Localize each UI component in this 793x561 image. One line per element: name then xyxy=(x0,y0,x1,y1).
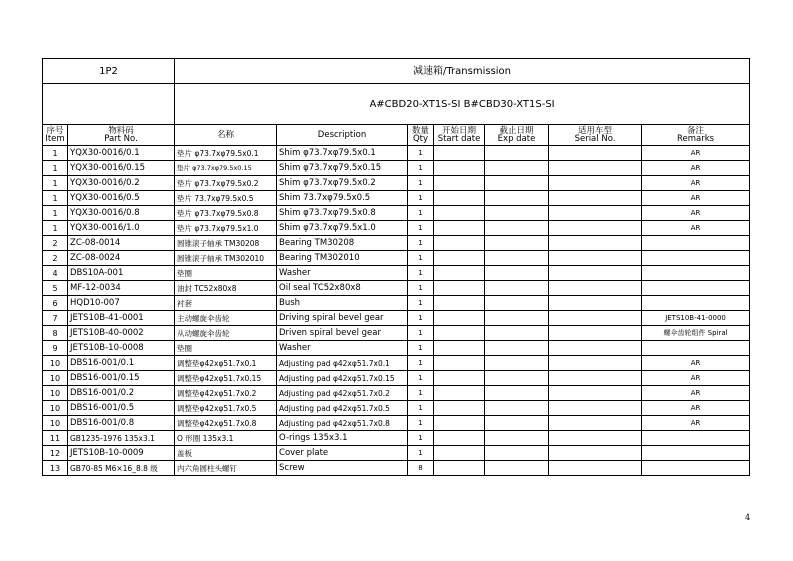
remarks-cell: 螺伞齿轮组件 Spiral xyxy=(642,326,750,341)
item-cell: 1 xyxy=(43,221,68,236)
qty-cell: 1 xyxy=(408,311,434,326)
part-no-cell: YQX30-0016/0.15 xyxy=(68,161,175,176)
description-cell: Shim φ73.7xφ79.5x0.2 xyxy=(277,176,408,191)
qty-cell: 1 xyxy=(408,356,434,371)
models-blank-cell xyxy=(43,84,175,125)
name-cell: 从动螺旋伞齿轮 xyxy=(175,326,277,341)
column-header-en: Item xyxy=(45,134,65,144)
qty-cell: 1 xyxy=(408,341,434,356)
item-cell: 2 xyxy=(43,236,68,251)
table-row xyxy=(43,386,750,401)
serial-no-cell xyxy=(549,311,642,326)
part-no-cell: DBS16-001/0.5 xyxy=(68,401,175,416)
table-row xyxy=(43,356,750,371)
remarks-cell: AR xyxy=(642,386,750,401)
item-cell: 1 xyxy=(43,206,68,221)
column-header-cn: 备注 xyxy=(687,126,705,136)
remarks-cell xyxy=(642,266,750,281)
description-cell: Driving spiral bevel gear xyxy=(277,311,408,326)
start-date-cell xyxy=(434,356,485,371)
part-no-cell: DBS16-001/0.8 xyxy=(68,416,175,431)
exp-date-cell xyxy=(485,206,549,221)
qty-cell: 1 xyxy=(408,236,434,251)
name-cell: 主动螺旋伞齿轮 xyxy=(175,311,277,326)
name-cell: 调整垫φ42xφ51.7x0.5 xyxy=(175,401,277,416)
part-no-cell: YQX30-0016/0.1 xyxy=(68,146,175,161)
description-cell: Driven spiral bevel gear xyxy=(277,326,408,341)
start-date-cell xyxy=(434,446,485,461)
description-cell: O-rings 135x3.1 xyxy=(277,431,408,446)
column-header-cn: 适用车型 xyxy=(578,126,613,136)
exp-date-cell xyxy=(485,416,549,431)
table-row xyxy=(43,401,750,416)
part-no-cell: DBS16-001/0.1 xyxy=(68,356,175,371)
item-cell: 10 xyxy=(43,401,68,416)
item-cell: 6 xyxy=(43,296,68,311)
table-row xyxy=(43,296,750,311)
qty-cell: 1 xyxy=(408,326,434,341)
exp-date-cell xyxy=(485,266,549,281)
column-header-description xyxy=(277,125,408,146)
serial-no-cell xyxy=(549,356,642,371)
qty-cell: 1 xyxy=(408,206,434,221)
item-cell: 1 xyxy=(43,176,68,191)
remarks-cell xyxy=(642,446,750,461)
name-cell: 调整垫φ42xφ51.7x0.15 xyxy=(175,371,277,386)
column-header-cn: 开始日期 xyxy=(442,126,477,136)
exp-date-cell xyxy=(485,386,549,401)
remarks-cell: AR xyxy=(642,191,750,206)
description-cell: Adjusting pad φ42xφ51.7x0.2 xyxy=(277,386,408,401)
remarks-cell: AR xyxy=(642,206,750,221)
start-date-cell xyxy=(434,221,485,236)
name-cell: 垫片 φ73.7xφ79.5x0.2 xyxy=(175,176,277,191)
table-row xyxy=(43,206,750,221)
start-date-cell xyxy=(434,416,485,431)
exp-date-cell xyxy=(485,191,549,206)
start-date-cell xyxy=(434,341,485,356)
serial-no-cell xyxy=(549,416,642,431)
serial-no-cell xyxy=(549,371,642,386)
column-header-exp-date xyxy=(485,125,549,146)
part-no-cell: GB70-85 M6×16_8.8 级 xyxy=(68,461,175,476)
parts-list-table xyxy=(42,58,750,476)
item-cell: 9 xyxy=(43,341,68,356)
part-no-cell: YQX30-0016/1.0 xyxy=(68,221,175,236)
part-no-cell: JETS10B-41-0001 xyxy=(68,311,175,326)
exp-date-cell xyxy=(485,146,549,161)
column-header-name xyxy=(175,125,277,146)
item-cell: 10 xyxy=(43,416,68,431)
column-header-en: Exp date xyxy=(497,134,536,144)
page-number: 4 xyxy=(745,513,751,522)
description-cell: Oil seal TC52x80x8 xyxy=(277,281,408,296)
part-no-cell: JETS10B-10-0009 xyxy=(68,446,175,461)
part-no-cell: DBS16-001/0.2 xyxy=(68,386,175,401)
item-cell: 2 xyxy=(43,251,68,266)
applicable-models: A#CBD20-XT1S-SI B#CBD30-XT1S-SI xyxy=(175,84,750,125)
table-row xyxy=(43,311,750,326)
serial-no-cell xyxy=(549,176,642,191)
column-header-qty xyxy=(408,125,434,146)
name-cell: 圆锥滚子轴承 TM30208 xyxy=(175,236,277,251)
name-cell: 垫片 φ73.7xφ79.5x0.15 xyxy=(175,161,277,176)
qty-cell: 1 xyxy=(408,386,434,401)
exp-date-cell xyxy=(485,281,549,296)
description-cell: Washer xyxy=(277,266,408,281)
name-cell: 圆锥滚子轴承 TM302010 xyxy=(175,251,277,266)
remarks-cell: AR xyxy=(642,416,750,431)
remarks-cell xyxy=(642,236,750,251)
exp-date-cell xyxy=(485,176,549,191)
item-cell: 1 xyxy=(43,161,68,176)
item-cell: 7 xyxy=(43,311,68,326)
exp-date-cell xyxy=(485,251,549,266)
remarks-cell xyxy=(642,296,750,311)
serial-no-cell xyxy=(549,251,642,266)
start-date-cell xyxy=(434,266,485,281)
qty-cell: 1 xyxy=(408,431,434,446)
column-header-start-date xyxy=(434,125,485,146)
exp-date-cell xyxy=(485,461,549,476)
exp-date-cell xyxy=(485,356,549,371)
start-date-cell xyxy=(434,431,485,446)
exp-date-cell xyxy=(485,371,549,386)
section-title: 减速箱/Transmission xyxy=(175,59,750,84)
table-row xyxy=(43,431,750,446)
name-cell: 内六角圆柱头螺钉 xyxy=(175,461,277,476)
start-date-cell xyxy=(434,386,485,401)
column-header-item xyxy=(43,125,68,146)
part-no-cell: GB1235-1976 135x3.1 xyxy=(68,431,175,446)
name-cell: 垫圈 xyxy=(175,341,277,356)
qty-cell: 1 xyxy=(408,251,434,266)
part-no-cell: HQD10-007 xyxy=(68,296,175,311)
name-cell: 调整垫φ42xφ51.7x0.8 xyxy=(175,416,277,431)
description-cell: Bush xyxy=(277,296,408,311)
table-row xyxy=(43,191,750,206)
column-header-en: Start date xyxy=(437,134,481,144)
column-header-cn: 截止日期 xyxy=(499,126,534,136)
part-no-cell: MF-12-0034 xyxy=(68,281,175,296)
table-row xyxy=(43,341,750,356)
remarks-cell xyxy=(642,281,750,296)
serial-no-cell xyxy=(549,296,642,311)
column-header-en: Part No. xyxy=(104,134,138,144)
exp-date-cell xyxy=(485,296,549,311)
start-date-cell xyxy=(434,146,485,161)
serial-no-cell xyxy=(549,326,642,341)
name-cell: O 形圈 135x3.1 xyxy=(175,431,277,446)
table-row xyxy=(43,266,750,281)
qty-cell: 1 xyxy=(408,191,434,206)
start-date-cell xyxy=(434,191,485,206)
serial-no-cell xyxy=(549,191,642,206)
name-cell: 垫片 73.7xφ79.5x0.5 xyxy=(175,191,277,206)
part-no-cell: JETS10B-40-0002 xyxy=(68,326,175,341)
qty-cell: 1 xyxy=(408,446,434,461)
start-date-cell xyxy=(434,371,485,386)
exp-date-cell xyxy=(485,236,549,251)
column-header-cn: 名称 xyxy=(217,130,235,140)
item-cell: 11 xyxy=(43,431,68,446)
start-date-cell xyxy=(434,236,485,251)
item-cell: 13 xyxy=(43,461,68,476)
remarks-cell xyxy=(642,461,750,476)
item-cell: 10 xyxy=(43,356,68,371)
column-header-en: Serial No. xyxy=(574,134,616,144)
table-row xyxy=(43,161,750,176)
description-cell: Shim φ73.7xφ79.5x0.15 xyxy=(277,161,408,176)
start-date-cell xyxy=(434,311,485,326)
remarks-cell: AR xyxy=(642,371,750,386)
part-no-cell: DBS16-001/0.15 xyxy=(68,371,175,386)
description-cell: Adjusting pad φ42xφ51.7x0.5 xyxy=(277,401,408,416)
description-cell: Adjusting pad φ42xφ51.7x0.8 xyxy=(277,416,408,431)
column-header-serial-no xyxy=(549,125,642,146)
qty-cell: 8 xyxy=(408,461,434,476)
start-date-cell xyxy=(434,461,485,476)
table-row xyxy=(43,461,750,476)
table-row xyxy=(43,146,750,161)
header-row xyxy=(43,59,750,84)
part-no-cell: ZC-08-0014 xyxy=(68,236,175,251)
exp-date-cell xyxy=(485,311,549,326)
description-cell: Bearing TM30208 xyxy=(277,236,408,251)
remarks-cell: AR xyxy=(642,221,750,236)
table-row xyxy=(43,176,750,191)
item-cell: 10 xyxy=(43,386,68,401)
serial-no-cell xyxy=(549,281,642,296)
remarks-cell: AR xyxy=(642,161,750,176)
qty-cell: 1 xyxy=(408,371,434,386)
section-code: 1P2 xyxy=(43,59,175,84)
remarks-cell: AR xyxy=(642,401,750,416)
qty-cell: 1 xyxy=(408,281,434,296)
qty-cell: 1 xyxy=(408,401,434,416)
serial-no-cell xyxy=(549,341,642,356)
description-cell: Screw xyxy=(277,461,408,476)
description-cell: Adjusting pad φ42xφ51.7x0.1 xyxy=(277,356,408,371)
start-date-cell xyxy=(434,206,485,221)
name-cell: 垫片 φ73.7xφ79.5x0.1 xyxy=(175,146,277,161)
start-date-cell xyxy=(434,401,485,416)
qty-cell: 1 xyxy=(408,146,434,161)
name-cell: 垫片 φ73.7xφ79.5x1.0 xyxy=(175,221,277,236)
item-cell: 8 xyxy=(43,326,68,341)
part-no-cell: JETS10B-10-0008 xyxy=(68,341,175,356)
item-cell: 5 xyxy=(43,281,68,296)
exp-date-cell xyxy=(485,401,549,416)
description-cell: Bearing TM302010 xyxy=(277,251,408,266)
exp-date-cell xyxy=(485,446,549,461)
name-cell: 调整垫φ42xφ51.7x0.1 xyxy=(175,356,277,371)
item-cell: 1 xyxy=(43,146,68,161)
part-no-cell: YQX30-0016/0.5 xyxy=(68,191,175,206)
part-no-cell: ZC-08-0024 xyxy=(68,251,175,266)
serial-no-cell xyxy=(549,236,642,251)
qty-cell: 1 xyxy=(408,161,434,176)
table-row xyxy=(43,446,750,461)
item-cell: 4 xyxy=(43,266,68,281)
name-cell: 油封 TC52x80x8 xyxy=(175,281,277,296)
description-cell: Shim φ73.7xφ79.5x0.8 xyxy=(277,206,408,221)
exp-date-cell xyxy=(485,326,549,341)
table-row xyxy=(43,251,750,266)
qty-cell: 1 xyxy=(408,296,434,311)
serial-no-cell xyxy=(549,461,642,476)
exp-date-cell xyxy=(485,221,549,236)
description-cell: Adjusting pad φ42xφ51.7x0.15 xyxy=(277,371,408,386)
remarks-cell: AR xyxy=(642,176,750,191)
name-cell: 盖板 xyxy=(175,446,277,461)
name-cell: 衬套 xyxy=(175,296,277,311)
qty-cell: 1 xyxy=(408,221,434,236)
column-header-en: Description xyxy=(317,130,367,140)
models-row xyxy=(43,84,750,125)
table-row xyxy=(43,326,750,341)
part-no-cell: DBS10A-001 xyxy=(68,266,175,281)
name-cell: 垫片 φ73.7xφ79.5x0.8 xyxy=(175,206,277,221)
start-date-cell xyxy=(434,296,485,311)
table-row xyxy=(43,221,750,236)
remarks-cell xyxy=(642,431,750,446)
column-header-cn: 物料码 xyxy=(108,126,134,136)
description-cell: Cover plate xyxy=(277,446,408,461)
table-row xyxy=(43,416,750,431)
remarks-cell: AR xyxy=(642,146,750,161)
item-cell: 12 xyxy=(43,446,68,461)
start-date-cell xyxy=(434,281,485,296)
description-cell: Shim φ73.7xφ79.5x0.1 xyxy=(277,146,408,161)
remarks-cell xyxy=(642,251,750,266)
start-date-cell xyxy=(434,326,485,341)
serial-no-cell xyxy=(549,401,642,416)
part-no-cell: YQX30-0016/0.2 xyxy=(68,176,175,191)
exp-date-cell xyxy=(485,161,549,176)
serial-no-cell xyxy=(549,446,642,461)
column-header-en: Qty xyxy=(412,134,429,144)
remarks-cell: JETS10B-41-0000 xyxy=(642,311,750,326)
name-cell: 调整垫φ42xφ51.7x0.2 xyxy=(175,386,277,401)
serial-no-cell xyxy=(549,431,642,446)
start-date-cell xyxy=(434,251,485,266)
item-cell: 1 xyxy=(43,191,68,206)
table-row xyxy=(43,371,750,386)
part-no-cell: YQX30-0016/0.8 xyxy=(68,206,175,221)
exp-date-cell xyxy=(485,341,549,356)
table-row xyxy=(43,281,750,296)
description-cell: Shim 73.7xφ79.5x0.5 xyxy=(277,191,408,206)
item-cell: 10 xyxy=(43,371,68,386)
serial-no-cell xyxy=(549,206,642,221)
table-row xyxy=(43,236,750,251)
description-cell: Shim φ73.7xφ79.5x1.0 xyxy=(277,221,408,236)
qty-cell: 1 xyxy=(408,176,434,191)
qty-cell: 1 xyxy=(408,266,434,281)
column-header-remarks xyxy=(642,125,750,146)
column-header-en: Remarks xyxy=(676,134,715,144)
column-header-part-no xyxy=(68,125,175,146)
column-header-cn: 序号 xyxy=(46,126,64,136)
column-header-cn: 数量 xyxy=(412,126,430,136)
serial-no-cell xyxy=(549,146,642,161)
name-cell: 垫圈 xyxy=(175,266,277,281)
serial-no-cell xyxy=(549,266,642,281)
serial-no-cell xyxy=(549,386,642,401)
serial-no-cell xyxy=(549,221,642,236)
start-date-cell xyxy=(434,176,485,191)
serial-no-cell xyxy=(549,161,642,176)
remarks-cell: AR xyxy=(642,356,750,371)
qty-cell: 1 xyxy=(408,416,434,431)
exp-date-cell xyxy=(485,431,549,446)
description-cell: Washer xyxy=(277,341,408,356)
start-date-cell xyxy=(434,161,485,176)
remarks-cell xyxy=(642,341,750,356)
column-header-row xyxy=(43,125,750,146)
